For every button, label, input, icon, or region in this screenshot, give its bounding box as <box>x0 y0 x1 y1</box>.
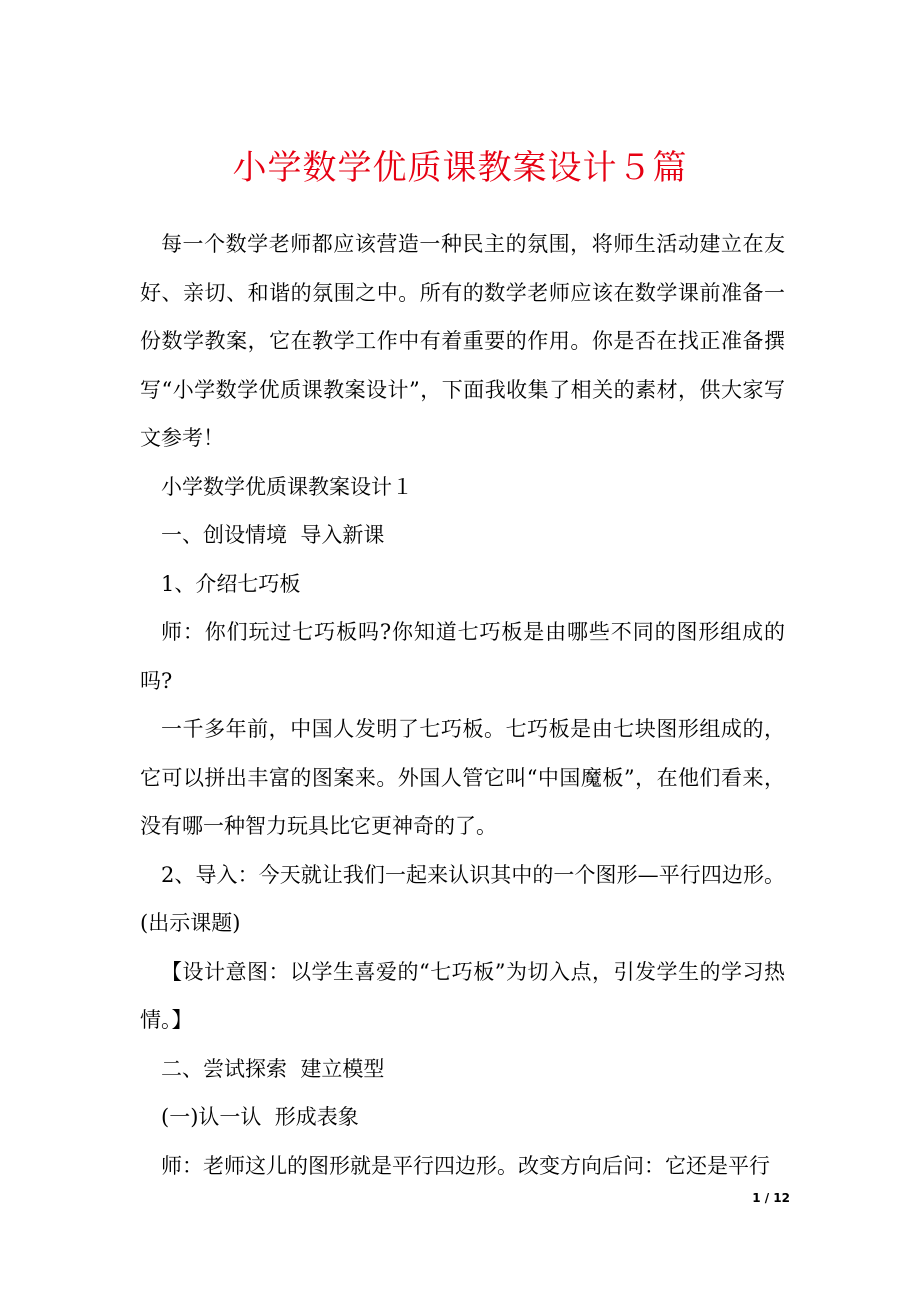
document-body <box>140 220 785 1190</box>
design-note: 【设计意图：以学生喜爱的“七巧板”为切入点，引发学生的学习热情。】 <box>140 959 785 1032</box>
subsection-heading: (一)认一认 形成表象 <box>161 1105 359 1129</box>
list-item: 1、介绍七巧板 <box>161 571 301 596</box>
document-title: 小学数学优质课教案设计５篇 <box>232 148 688 188</box>
page-number: 1 / 12 <box>752 1191 790 1205</box>
subsection-heading: 二、尝试探索 建立模型 <box>161 1056 385 1081</box>
section-heading: 小学数学优质课教案设计１ <box>161 474 413 499</box>
subsection-heading: 一、创设情境 导入新课 <box>161 523 385 547</box>
intro-paragraph: 每一个数学老师都应该营造一种民主的氛围，将师生活动建立在友好、亲切、和谐的氛围之中。所有的数学老师应该在数学课前准备一份数学教案，它在教学工作中有着重要的作用。你是否在找正准备撰写“小学数学优质课教案设计”，下面我收集了相关的素材，供大家写文参考！ <box>140 232 785 450</box>
list-item: 2、导入：今天就让我们一起来认识其中的一个图形—平行四边形。(出示课题) <box>140 862 785 935</box>
paragraph: 师：你们玩过七巧板吗?你知道七巧板是由哪些不同的图形组成的吗? <box>140 620 785 693</box>
paragraph: 师：老师这儿的图形就是平行四边形。改变方向后问：它还是平行 <box>161 1153 770 1178</box>
paragraph: 一千多年前，中国人发明了七巧板。七巧板是由七块图形组成的，它可以拼出丰富的图案来。外国人管它叫“中国魔板”，在他们看来，没有哪一种智力玩具比它更神奇的了。 <box>140 717 785 838</box>
